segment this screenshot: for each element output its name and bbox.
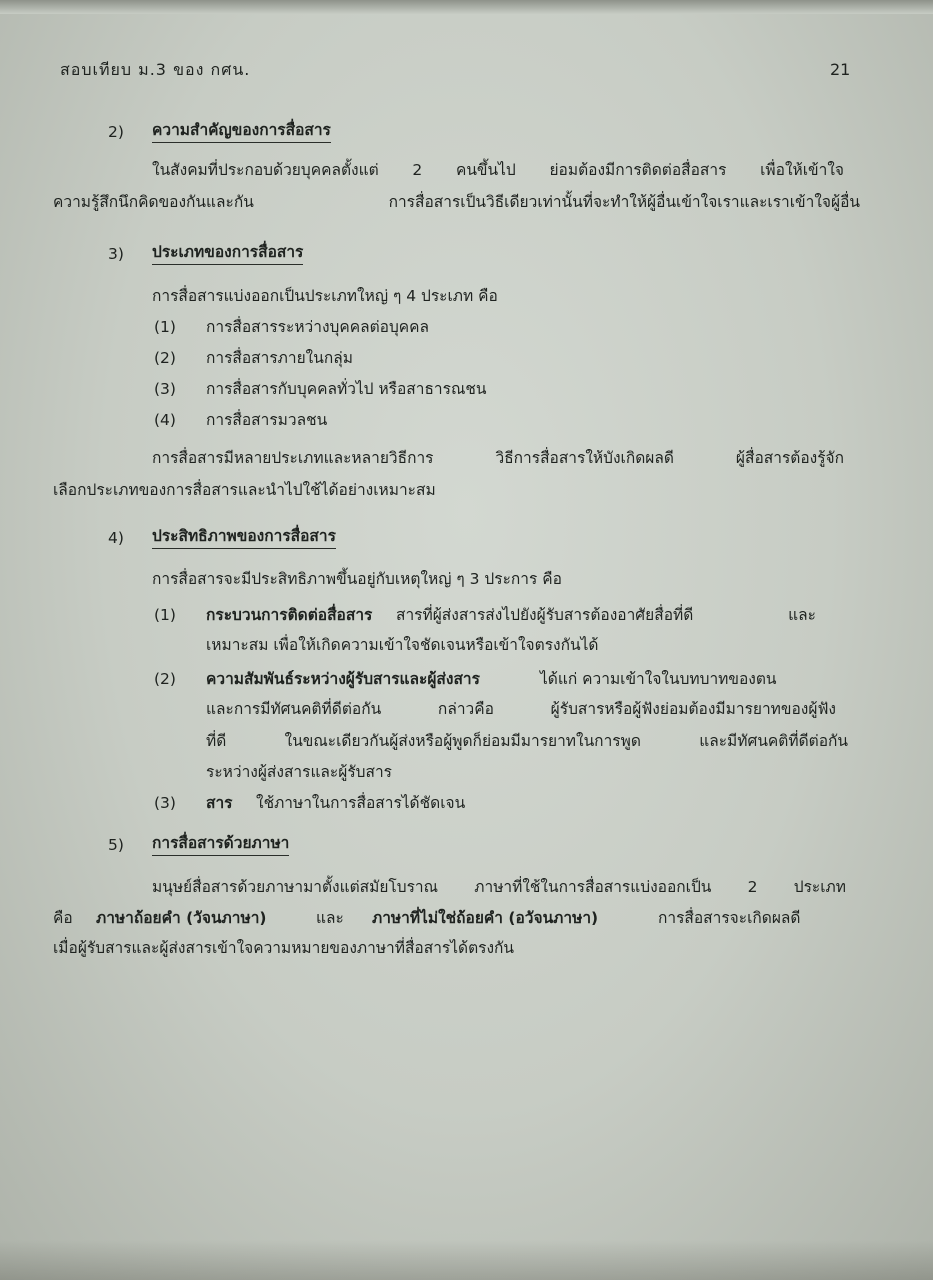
paragraph-line: การสื่อสารจะมีประสิทธิภาพขึ้นอยู่กับเหตุใหญ่ ๆ 3 ประการ คือ	[152, 570, 562, 588]
paragraph-line: เมื่อผู้รับสารและผู้ส่งสารเข้าใจความหมายของภาษาที่สื่อสารได้ตรงกัน	[53, 939, 515, 957]
paragraph-word: คือ	[53, 909, 73, 927]
paragraph-line: ความรู้สึกนึกคิดของกันและกัน การสื่อสารเป็นวิธีเดียวเท่านั้นที่จะทำให้ผู้อื่นเข้าใจเราและเราเข้าใจผู้อื่น	[53, 193, 860, 211]
list-item-text: และการมีทัศนคติที่ดีต่อกัน กล่าวคือ ผู้รับสารหรือผู้ฟังย่อมต้องมีมารยาทของผู้ฟัง	[206, 700, 836, 718]
paragraph-word: การสื่อสารจะเกิดผลดี	[658, 909, 801, 927]
list-item: การสื่อสารภายในกลุ่ม	[206, 349, 353, 367]
term-verbal-language: ภาษาถ้อยคำ (วัจนภาษา)	[96, 909, 267, 927]
list-item-number: (2)	[154, 670, 176, 688]
section-heading: ประสิทธิภาพของการสื่อสาร	[152, 526, 336, 549]
list-item-text: เหมาะสม เพื่อให้เกิดความเข้าใจชัดเจนหรือเข้าใจตรงกันได้	[206, 636, 599, 654]
list-item-text: ระหว่างผู้ส่งสารและผู้รับสาร	[206, 763, 392, 781]
list-item-number: (3)	[154, 380, 176, 398]
list-item-text: สารที่ผู้ส่งสารส่งไปยังผู้รับสารต้องอาศัยสื่อที่ดี และ	[396, 606, 816, 624]
paragraph-line: เลือกประเภทของการสื่อสารและนำไปใช้ได้อย่างเหมาะสม	[53, 481, 436, 499]
section-number: 3)	[108, 245, 124, 263]
list-item-number: (4)	[154, 411, 176, 429]
list-item-number: (1)	[154, 606, 176, 624]
list-item-number: (3)	[154, 794, 176, 812]
page-top-shadow	[0, 0, 933, 14]
paragraph-word: และ	[316, 909, 344, 927]
list-item-text: ที่ดี ในขณะเดียวกันผู้ส่งหรือผู้พูดก็ย่อมมีมารยาทในการพูด และมีทัศนคติที่ดีต่อกัน	[206, 732, 848, 750]
list-item: การสื่อสารมวลชน	[206, 411, 328, 429]
running-header: สอบเทียบ ม.3 ของ กศน.	[60, 60, 251, 79]
list-item-title: กระบวนการติดต่อสื่อสาร	[206, 606, 373, 624]
paragraph-line: มนุษย์สื่อสารด้วยภาษามาตั้งแต่สมัยโบราณ ภาษาที่ใช้ในการสื่อสารแบ่งออกเป็น 2 ประเภท	[152, 878, 846, 896]
section-number: 4)	[108, 529, 124, 547]
paragraph-line: ในสังคมที่ประกอบด้วยบุคคลตั้งแต่ 2 คนขึ้นไป ย่อมต้องมีการติดต่อสื่อสาร เพื่อให้เข้าใจ	[152, 161, 844, 179]
section-number: 2)	[108, 123, 124, 141]
list-item-number: (2)	[154, 349, 176, 367]
list-item-text: ได้แก่ ความเข้าใจในบทบาทของตน	[540, 670, 777, 688]
term-nonverbal-language: ภาษาที่ไม่ใช่ถ้อยคำ (อวัจนภาษา)	[372, 909, 599, 927]
list-item: การสื่อสารระหว่างบุคคลต่อบุคคล	[206, 318, 430, 336]
paragraph-line: การสื่อสารแบ่งออกเป็นประเภทใหญ่ ๆ 4 ประเภท คือ	[152, 287, 498, 305]
list-item-number: (1)	[154, 318, 176, 336]
section-heading: ความสำคัญของการสื่อสาร	[152, 120, 331, 143]
list-item-title: ความสัมพันธ์ระหว่างผู้รับสารและผู้ส่งสาร	[206, 670, 480, 688]
page-number: 21	[830, 60, 851, 79]
list-item-title: สาร	[206, 794, 233, 812]
page-bottom-shadow	[0, 1240, 933, 1280]
section-heading: ประเภทของการสื่อสาร	[152, 242, 303, 265]
section-number: 5)	[108, 836, 124, 854]
list-item: การสื่อสารกับบุคคลทั่วไป หรือสาธารณชน	[206, 380, 487, 398]
section-heading: การสื่อสารด้วยภาษา	[152, 833, 289, 856]
list-item-text: ใช้ภาษาในการสื่อสารได้ชัดเจน	[256, 794, 466, 812]
paragraph-line: การสื่อสารมีหลายประเภทและหลายวิธีการ วิธีการสื่อสารให้บังเกิดผลดี ผู้สื่อสารต้องรู้จัก	[152, 449, 844, 467]
